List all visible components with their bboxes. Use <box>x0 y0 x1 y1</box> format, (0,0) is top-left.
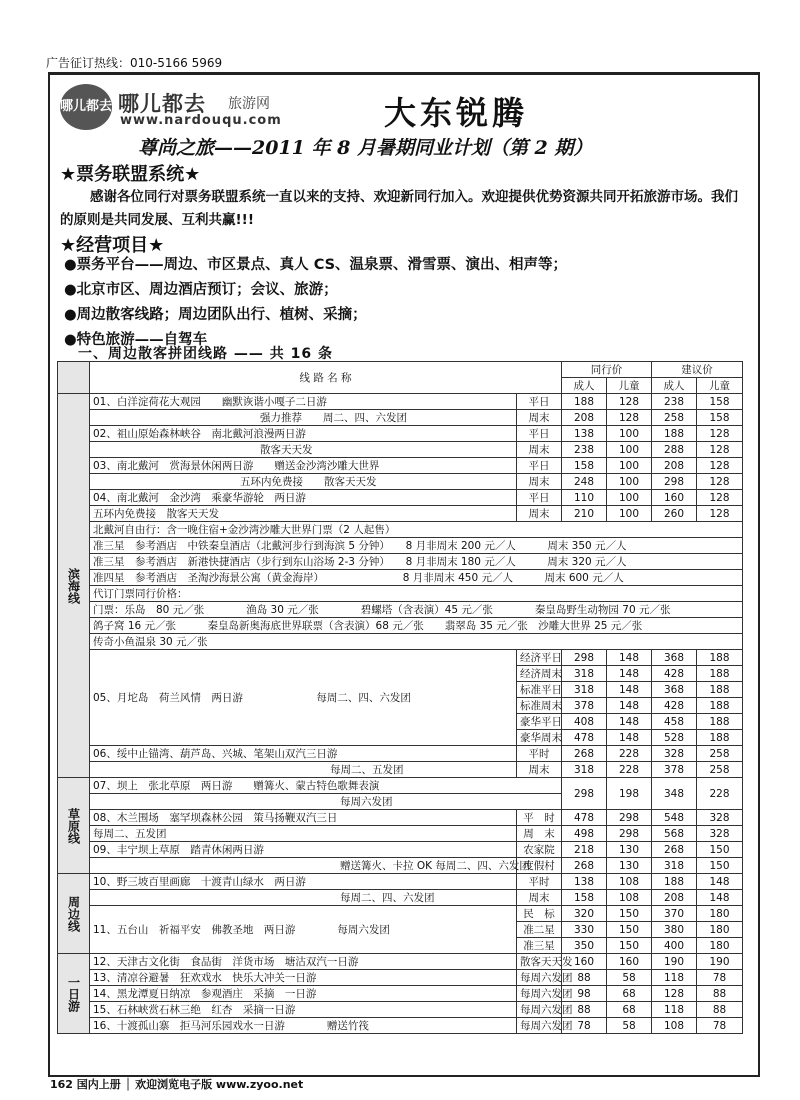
price-cell: 268 <box>652 842 697 858</box>
price-cell: 318 <box>652 858 697 874</box>
info-row <box>58 554 743 570</box>
price-cell: 208 <box>562 410 607 426</box>
suggested-price-header: 建议价 <box>652 362 743 378</box>
price-cell: 148 <box>697 874 743 890</box>
route-note: 五环内免费接 散客天天发 <box>90 474 517 490</box>
table-row <box>58 1018 743 1034</box>
price-cell: 118 <box>652 970 697 986</box>
category-binhai: 滨海线 <box>58 394 90 778</box>
table-row <box>58 506 743 522</box>
business-item: ●周边散客线路；周边团队出行、植树、采摘； <box>64 307 367 323</box>
route-note: 每周六发团 <box>90 794 562 810</box>
table-row <box>58 458 743 474</box>
price-cell: 548 <box>652 810 697 826</box>
price-cell: 228 <box>607 762 652 778</box>
price-cell: 288 <box>652 442 697 458</box>
day-type: 周末 <box>517 410 562 426</box>
info-line: 准四星 参考酒店 圣淘沙海景公寓（黄金海岸） 8 月非周末 450 元／人 周末 600 元／人 <box>90 570 743 586</box>
ad-hotline: 广告征订热线：010-5166 5969 <box>46 56 223 70</box>
price-cell: 150 <box>607 906 652 922</box>
table-row <box>58 410 743 426</box>
price-cell: 320 <box>562 906 607 922</box>
day-type: 每周六发团 <box>517 986 562 1002</box>
price-cell: 160 <box>562 954 607 970</box>
price-cell: 328 <box>697 826 743 842</box>
price-cell: 148 <box>607 698 652 714</box>
route-name: 07、坝上 张北草原 两日游 赠篝火、蒙古特色歌舞表演 <box>90 778 562 794</box>
price-cell: 298 <box>607 826 652 842</box>
table-row <box>58 970 743 986</box>
route-note: 每周二、五发团 <box>90 762 517 778</box>
route-note-schedule: 每周二、四、六发团 <box>435 859 530 872</box>
child-header: 儿童 <box>607 378 652 394</box>
price-cell: 180 <box>697 922 743 938</box>
price-cell: 158 <box>562 458 607 474</box>
route-note: 强力推荐 周二、四、六发团 <box>90 410 517 426</box>
info-line: 代订门票同行价格： <box>90 586 743 602</box>
info-line: 门票：乐岛 80 元／张 渔岛 30 元／张 碧螺塔（含表演）45 元／张 秦皇岛野生动物园 70 元／张 <box>90 602 743 618</box>
info-line: 准三星 参考酒店 新港快捷酒店（步行到东山浴场 2-3 分钟） 8 月非周末 180 元／人 周末 320 元／人 <box>90 554 743 570</box>
table-row <box>58 442 743 458</box>
day-type: 标准平日 <box>517 682 562 698</box>
day-type: 平时 <box>517 874 562 890</box>
table-row <box>58 778 743 794</box>
day-type: 经济周末 <box>517 666 562 682</box>
price-cell: 368 <box>652 650 697 666</box>
price-cell: 68 <box>607 986 652 1002</box>
price-cell: 268 <box>562 746 607 762</box>
info-row <box>58 618 743 634</box>
info-row <box>58 634 743 650</box>
price-cell: 158 <box>697 410 743 426</box>
price-cell: 190 <box>652 954 697 970</box>
price-cell: 428 <box>652 666 697 682</box>
price-cell: 108 <box>607 874 652 890</box>
info-row <box>58 586 743 602</box>
table-row <box>58 490 743 506</box>
table-row <box>58 858 743 874</box>
info-line: 鸽子窝 16 元／张 秦皇岛新奥海底世界联票（含表演）68 元／张 翡翠岛 35 元／张 沙雕大世界 25 元／张 <box>90 618 743 634</box>
price-cell: 150 <box>697 858 743 874</box>
price-cell: 190 <box>697 954 743 970</box>
day-type: 平日 <box>517 394 562 410</box>
child-header: 儿童 <box>697 378 743 394</box>
price-cell: 88 <box>697 986 743 1002</box>
price-cell: 298 <box>562 650 607 666</box>
day-type: 平日 <box>517 426 562 442</box>
price-cell: 148 <box>607 682 652 698</box>
price-cell: 458 <box>652 714 697 730</box>
price-cell: 298 <box>562 778 607 810</box>
price-cell: 318 <box>562 682 607 698</box>
adult-header: 成人 <box>652 378 697 394</box>
table-row <box>58 986 743 1002</box>
price-cell: 128 <box>697 442 743 458</box>
table-row <box>58 874 743 890</box>
price-cell: 428 <box>652 698 697 714</box>
page-subtitle: 尊尚之旅——2011 年 8 月暑期同业计划（第 2 期） <box>138 137 593 159</box>
day-type: 度假村 <box>517 858 562 874</box>
route-name: 05、月坨岛 荷兰风情 两日游 每周二、四、六发团 <box>90 650 517 746</box>
price-cell: 188 <box>697 730 743 746</box>
price-cell: 128 <box>697 490 743 506</box>
price-cell: 188 <box>697 682 743 698</box>
info-row <box>58 522 743 538</box>
logo-url[interactable]: www.nardouqu.com <box>120 113 282 128</box>
price-cell: 148 <box>697 890 743 906</box>
price-cell: 368 <box>652 682 697 698</box>
route-note <box>90 858 530 874</box>
price-cell: 400 <box>652 938 697 954</box>
price-cell: 188 <box>697 666 743 682</box>
price-cell: 568 <box>652 826 697 842</box>
price-cell: 210 <box>562 506 607 522</box>
route-name: 15、石林峡赏石林三绝 红杏 采摘一日游 <box>90 1002 517 1018</box>
price-cell: 148 <box>607 714 652 730</box>
price-cell: 180 <box>697 906 743 922</box>
price-cell: 328 <box>697 810 743 826</box>
table-row <box>58 394 743 410</box>
price-cell: 150 <box>607 938 652 954</box>
intro-text <box>60 186 750 232</box>
day-type: 平时 <box>517 746 562 762</box>
price-cell: 128 <box>697 426 743 442</box>
price-cell: 328 <box>652 746 697 762</box>
table-row <box>58 650 743 666</box>
price-cell: 148 <box>607 730 652 746</box>
day-type: 准三星 <box>517 938 562 954</box>
page-footer: 162 国内上册 │ 欢迎浏览电子版 www.zyoo.net <box>50 1078 304 1091</box>
price-cell: 128 <box>697 458 743 474</box>
intro-body: 感谢各位同行对票务联盟系统一直以来的支持、欢迎新同行加入。欢迎提供优势资源共同开拓旅游市场。我们的原则是共同发展、互利共赢!!! <box>60 189 738 228</box>
price-cell: 58 <box>607 1018 652 1034</box>
price-cell: 198 <box>607 778 652 810</box>
route-heading: 一、周边散客拼团线路 —— 共 16 条 <box>78 346 333 362</box>
adult-header: 成人 <box>562 378 607 394</box>
route-name: 02、祖山原始森林峡谷 南北戴河浪漫两日游 <box>90 426 517 442</box>
price-cell: 100 <box>607 426 652 442</box>
logo-badge: 哪儿都去 <box>60 84 112 130</box>
price-cell: 188 <box>652 426 697 442</box>
price-cell: 160 <box>607 954 652 970</box>
route-name-text: 09、丰宁坝上草原 踏青休闲两日游 <box>93 843 264 856</box>
price-cell: 478 <box>562 730 607 746</box>
price-cell: 228 <box>607 746 652 762</box>
day-type: 每周六发团 <box>517 1002 562 1018</box>
price-cell: 218 <box>562 842 607 858</box>
price-cell: 160 <box>652 490 697 506</box>
category-caoyuan: 草原线 <box>58 778 90 874</box>
table-row <box>58 954 743 970</box>
day-type: 平 时 <box>517 810 562 826</box>
price-cell: 188 <box>697 698 743 714</box>
day-type: 周 末 <box>517 826 562 842</box>
route-name: 03、南北戴河 赏海景休闲两日游 赠送金沙湾沙雕大世界 <box>90 458 517 474</box>
day-type: 每周六发团 <box>517 1018 562 1034</box>
table-row <box>58 1002 743 1018</box>
price-cell: 98 <box>562 986 607 1002</box>
route-name: 14、黑龙潭夏日纳凉 参观酒庄 采摘 一日游 <box>90 986 517 1002</box>
price-cell: 158 <box>697 394 743 410</box>
route-name: 01、白洋淀荷花大观园 幽默诙谐小嘎子二日游 <box>90 394 517 410</box>
business-item: ●特色旅游——自驾车 <box>64 332 208 348</box>
brand-title: 大东锐腾 <box>384 94 529 132</box>
business-item: ●北京市区、周边酒店预订；会议、旅游； <box>64 282 338 298</box>
ticket-heading: ★票务联盟系统★ <box>60 164 201 185</box>
route-note-gift: 赠送篝火、卡拉 OK <box>340 859 432 872</box>
price-cell: 238 <box>652 394 697 410</box>
price-cell: 128 <box>607 394 652 410</box>
price-cell: 100 <box>607 458 652 474</box>
day-type: 散客天天发 <box>517 954 562 970</box>
business-list <box>64 253 567 353</box>
day-type: 标准周末 <box>517 698 562 714</box>
table-row <box>58 426 743 442</box>
price-cell: 248 <box>562 474 607 490</box>
business-heading: ★经营项目★ <box>60 235 165 256</box>
table-row <box>58 890 743 906</box>
info-row <box>58 570 743 586</box>
price-cell: 238 <box>562 442 607 458</box>
price-cell: 78 <box>562 1018 607 1034</box>
price-cell: 58 <box>607 970 652 986</box>
price-cell: 118 <box>652 1002 697 1018</box>
info-line: 传奇小鱼温泉 30 元／张 <box>90 634 743 650</box>
category-zhoubian: 周边线 <box>58 874 90 954</box>
day-type: 农家院 <box>517 842 562 858</box>
price-cell: 478 <box>562 810 607 826</box>
logo <box>60 84 280 134</box>
price-cell: 110 <box>562 490 607 506</box>
price-cell: 378 <box>562 698 607 714</box>
price-cell: 130 <box>607 858 652 874</box>
price-cell: 108 <box>607 890 652 906</box>
price-cell: 130 <box>607 842 652 858</box>
day-type: 民 标 <box>517 906 562 922</box>
price-cell: 258 <box>652 410 697 426</box>
price-cell: 188 <box>697 714 743 730</box>
route-name <box>90 842 517 858</box>
price-cell: 128 <box>697 506 743 522</box>
price-cell: 180 <box>697 938 743 954</box>
price-cell: 528 <box>652 730 697 746</box>
day-type: 周末 <box>517 474 562 490</box>
logo-sub: 旅游网 <box>228 96 270 112</box>
price-cell: 498 <box>562 826 607 842</box>
price-cell: 208 <box>652 890 697 906</box>
day-type: 平日 <box>517 490 562 506</box>
day-type: 经济平日 <box>517 650 562 666</box>
price-cell: 88 <box>562 970 607 986</box>
price-cell: 100 <box>607 474 652 490</box>
table-row <box>58 842 743 858</box>
price-cell: 128 <box>607 410 652 426</box>
price-cell: 88 <box>562 1002 607 1018</box>
day-type: 每周六发团 <box>517 970 562 986</box>
price-cell: 78 <box>697 970 743 986</box>
price-cell: 150 <box>607 922 652 938</box>
day-type: 周末 <box>517 442 562 458</box>
price-cell: 370 <box>652 906 697 922</box>
info-line: 准三星 参考酒店 中铁秦皇酒店（北戴河步行到海滨 5 分钟） 8 月非周末 200 元／人 周末 350 元／人 <box>90 538 743 554</box>
price-cell: 380 <box>652 922 697 938</box>
price-cell: 128 <box>697 474 743 490</box>
price-cell: 150 <box>697 842 743 858</box>
route-name: 08、木兰围场 塞罕坝森林公园 策马扬鞭双汽三日 <box>90 810 517 826</box>
price-cell: 100 <box>607 506 652 522</box>
day-type: 周末 <box>517 762 562 778</box>
price-cell: 148 <box>607 650 652 666</box>
price-cell: 88 <box>697 1002 743 1018</box>
route-name: 06、绥中止锚湾、葫芦岛、兴城、笔架山双汽三日游 <box>90 746 517 762</box>
price-cell: 158 <box>562 890 607 906</box>
price-cell: 128 <box>652 986 697 1002</box>
price-cell: 318 <box>562 762 607 778</box>
price-cell: 108 <box>652 1018 697 1034</box>
price-cell: 378 <box>652 762 697 778</box>
price-cell: 268 <box>562 858 607 874</box>
price-cell: 350 <box>562 938 607 954</box>
table-row <box>58 474 743 490</box>
category-yiri: 一日游 <box>58 954 90 1034</box>
day-type: 准二星 <box>517 922 562 938</box>
route-note: 每周二、四、六发团 <box>90 890 517 906</box>
table-row <box>58 810 743 826</box>
day-type: 豪华平日 <box>517 714 562 730</box>
price-cell: 298 <box>652 474 697 490</box>
info-row <box>58 602 743 618</box>
route-name: 11、五台山 祈福平安 佛教圣地 两日游 每周六发团 <box>90 906 517 954</box>
price-cell: 138 <box>562 426 607 442</box>
price-cell: 148 <box>607 666 652 682</box>
price-cell: 330 <box>562 922 607 938</box>
price-cell: 348 <box>652 778 697 810</box>
day-type: 周末 <box>517 890 562 906</box>
price-cell: 138 <box>562 874 607 890</box>
table-row <box>58 906 743 922</box>
price-cell: 188 <box>652 874 697 890</box>
route-note: 每周二、五发团 <box>90 826 517 842</box>
price-cell: 188 <box>562 394 607 410</box>
info-line: 北戴河自由行：含一晚住宿+金沙湾沙雕大世界门票（2 人起售） <box>90 522 743 538</box>
route-name: 12、天津古文化街 食品街 洋货市场 塘沽双汽一日游 <box>90 954 517 970</box>
logo-name: 哪儿都去 <box>118 92 206 116</box>
route-name: 10、野三坡百里画廊 十渡青山绿水 两日游 <box>90 874 517 890</box>
price-cell: 228 <box>697 778 743 810</box>
business-item: ●票务平台——周边、市区景点、真人 CS、温泉票、滑雪票、演出、相声等； <box>64 257 568 273</box>
price-cell: 100 <box>607 490 652 506</box>
price-cell: 78 <box>697 1018 743 1034</box>
price-cell: 188 <box>697 650 743 666</box>
table-row <box>58 762 743 778</box>
corner-cell <box>58 362 90 394</box>
table-row <box>58 746 743 762</box>
price-cell: 408 <box>562 714 607 730</box>
route-header: 线 路 名 称 <box>90 362 562 394</box>
peer-price-header: 同行价 <box>562 362 652 378</box>
day-type: 周末 <box>517 506 562 522</box>
price-cell: 260 <box>652 506 697 522</box>
route-name: 16、十渡孤山寨 拒马河乐园戏水一日游 赠送竹筏 <box>90 1018 517 1034</box>
price-cell: 208 <box>652 458 697 474</box>
route-note: 五环内免费接 散客天天发 <box>90 506 517 522</box>
price-cell: 68 <box>607 1002 652 1018</box>
info-row <box>58 538 743 554</box>
price-cell: 258 <box>697 746 743 762</box>
price-cell: 100 <box>607 442 652 458</box>
route-table <box>57 361 742 1034</box>
price-cell: 298 <box>607 810 652 826</box>
route-name: 13、清凉谷避暑 狂欢戏水 快乐大冲关一日游 <box>90 970 517 986</box>
day-type: 平日 <box>517 458 562 474</box>
table-row <box>58 826 743 842</box>
route-name: 04、南北戴河 金沙湾 乘豪华游轮 两日游 <box>90 490 517 506</box>
day-type: 豪华周末 <box>517 730 562 746</box>
route-note: 散客天天发 <box>90 442 517 458</box>
price-cell: 318 <box>562 666 607 682</box>
price-cell: 258 <box>697 762 743 778</box>
